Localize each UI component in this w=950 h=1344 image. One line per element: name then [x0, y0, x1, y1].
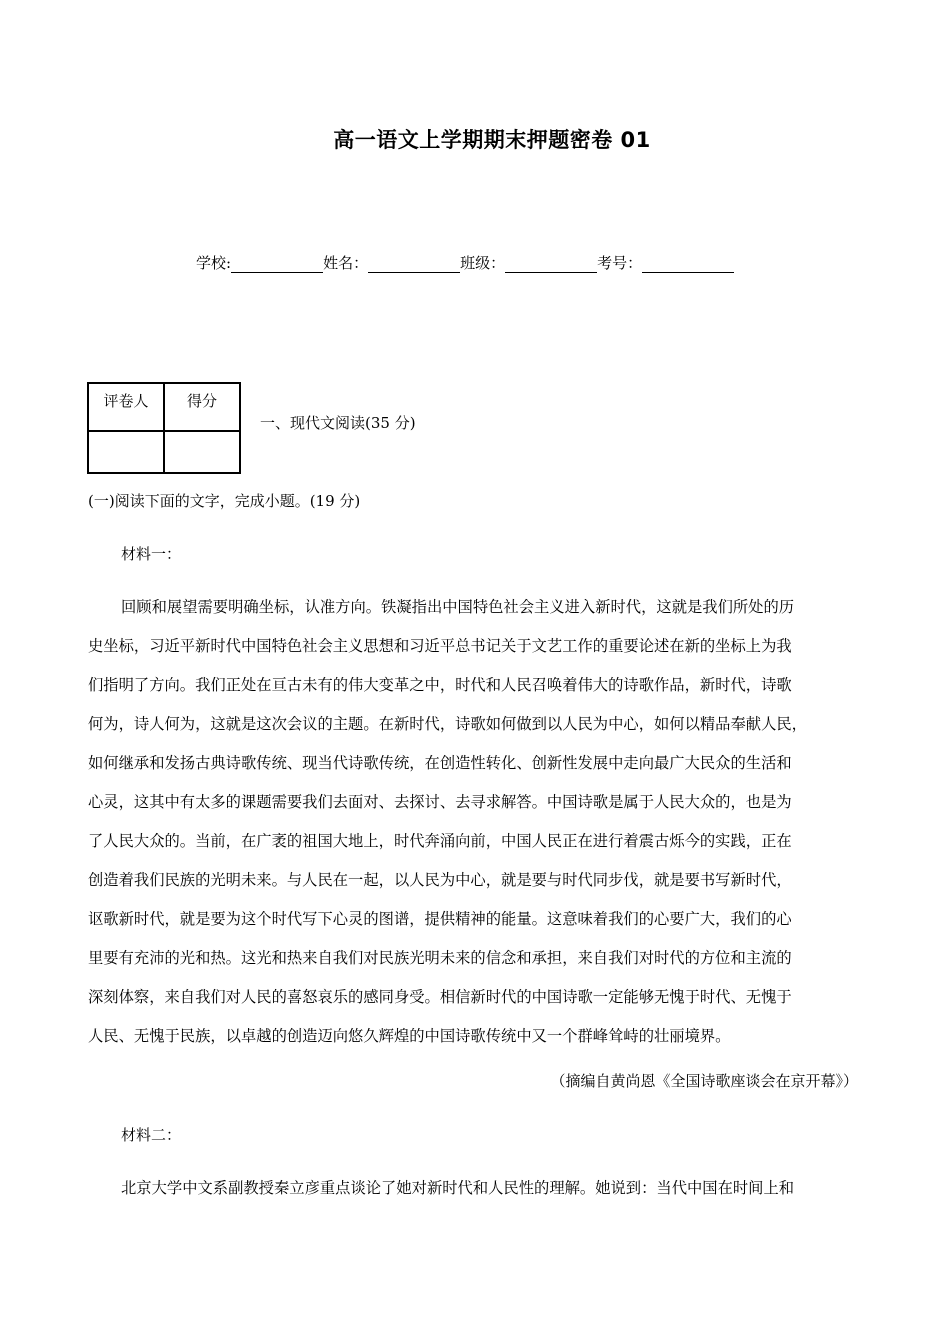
paragraph-line: 人民、无愧于民族，以卓越的创造迈向悠久辉煌的中国诗歌传统中又一个群峰耸峙的壮丽境界。 — [88, 1027, 731, 1045]
student-info-line — [196, 252, 734, 273]
paragraph-line: 回顾和展望需要明确坐标，认准方向。铁凝指出中国特色社会主义进入新时代，这就是我们所处的历 — [121, 598, 795, 616]
school-blank — [231, 258, 323, 273]
sub-heading: (一)阅读下面的文字，完成小题。(19 分) — [88, 492, 361, 510]
exam-no-blank — [642, 258, 734, 273]
material-two-paragraph — [88, 1169, 888, 1208]
page-title: 高一语文上学期期末押题密卷 01 — [333, 128, 651, 152]
material-one-source: （摘编自黄尚恩《全国诗歌座谈会在京开幕》） — [550, 1072, 858, 1090]
exam-no-label: 考号： — [597, 254, 643, 272]
name-label: 姓名： — [323, 254, 369, 272]
grader-header: 评卷人 — [88, 383, 164, 431]
material-one-label: 材料一： — [121, 545, 182, 563]
school-label: 学校: — [196, 254, 232, 272]
paragraph-line: 讴歌新时代，就是要为这个时代写下心灵的图谱，提供精神的能量。这意味着我们的心要广大，我们的心 — [88, 910, 792, 928]
paragraph-line: 北京大学中文系副教授秦立彦重点谈论了她对新时代和人民性的理解。她说到：当代中国在时间上和 — [121, 1179, 795, 1197]
material-two-label: 材料二： — [121, 1126, 182, 1144]
paragraph-line: 们指明了方向。我们正处在亘古未有的伟大变革之中，时代和人民召唤着伟大的诗歌作品，新时代，诗歌 — [88, 676, 792, 694]
section-heading: 一、现代文阅读(35 分) — [260, 414, 416, 432]
score-header: 得分 — [164, 383, 240, 431]
name-blank — [368, 258, 460, 273]
score-cell — [164, 431, 240, 473]
class-blank — [505, 258, 597, 273]
paragraph-line: 创造着我们民族的光明未来。与人民在一起，以人民为中心，就是要与时代同步伐，就是要书写新时代， — [88, 871, 792, 889]
paragraph-line: 心灵，这其中有太多的课题需要我们去面对、去探讨、去寻求解答。中国诗歌是属于人民大众的，也是为 — [88, 793, 792, 811]
paragraph-line: 了人民大众的。当前，在广袤的祖国大地上，时代奔涌向前，中国人民正在进行着震古烁今的实践，正在 — [88, 832, 792, 850]
paragraph-line: 里要有充沛的光和热。这光和热来自我们对民族光明未来的信念和承担，来自我们对时代的方位和主流的 — [88, 949, 792, 967]
class-label: 班级： — [460, 254, 506, 272]
material-one-paragraph — [88, 588, 888, 1056]
grading-table — [87, 382, 241, 474]
paragraph-line: 如何继承和发扬古典诗歌传统、现当代诗歌传统，在创造性转化、创新性发展中走向最广大民众的生活和 — [88, 754, 792, 772]
paragraph-line: 史坐标，习近平新时代中国特色社会主义思想和习近平总书记关于文艺工作的重要论述在新的坐标上为我 — [88, 637, 792, 655]
paragraph-line: 何为，诗人何为，这就是这次会议的主题。在新时代，诗歌如何做到以人民为中心，如何以精品奉献人民， — [88, 715, 807, 733]
grader-cell — [88, 431, 164, 473]
paragraph-line: 深刻体察，来自我们对人民的喜怒哀乐的感同身受。相信新时代的中国诗歌一定能够无愧于时代、无愧于 — [88, 988, 792, 1006]
